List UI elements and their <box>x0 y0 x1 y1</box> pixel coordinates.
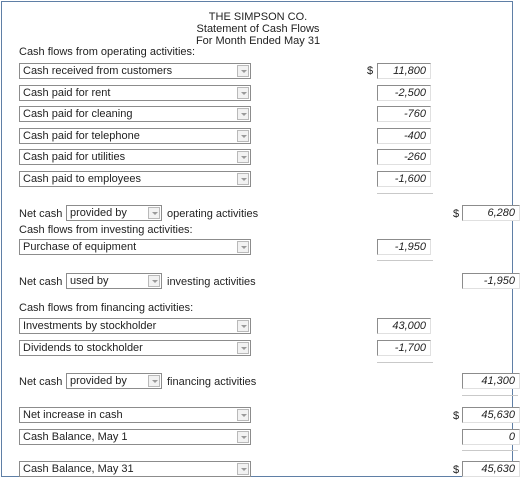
financing-amount-2[interactable]: -1,700 <box>377 340 431 356</box>
chevron-down-icon[interactable] <box>237 241 249 253</box>
financing-amount-1[interactable]: 43,000 <box>377 318 431 334</box>
total-rule <box>462 395 518 396</box>
ending-balance-label: Cash Balance, May 31 <box>23 463 134 475</box>
investing-net-total[interactable]: -1,950 <box>462 273 520 289</box>
financing-line-label-1: Investments by stockholder <box>23 320 157 332</box>
chevron-down-icon[interactable] <box>237 151 249 163</box>
dollar-sign: $ <box>367 65 374 77</box>
operating-net-select[interactable] <box>66 205 162 221</box>
dollar-sign: $ <box>453 208 460 220</box>
chevron-down-icon[interactable] <box>237 130 249 142</box>
cash-flow-worksheet <box>1 1 513 477</box>
operating-amount-3[interactable]: -760 <box>377 106 431 122</box>
operating-heading: Cash flows from operating activities: <box>19 46 196 58</box>
financing-net-select-value: provided by <box>70 375 127 387</box>
investing-line-label-1: Purchase of equipment <box>23 241 137 253</box>
subtotal-rule <box>377 260 433 261</box>
operating-line-label-6: Cash paid to employees <box>23 173 142 185</box>
financing-net-total[interactable]: 41,300 <box>462 373 520 389</box>
operating-amount-1[interactable]: 11,800 <box>377 63 431 79</box>
subtotal-rule <box>377 193 433 194</box>
operating-amount-2[interactable]: -2,500 <box>377 85 431 101</box>
dollar-sign: $ <box>453 464 460 476</box>
operating-amount-6[interactable]: -1,600 <box>377 171 431 187</box>
operating-line-label-5: Cash paid for utilities <box>23 151 126 163</box>
chevron-down-icon[interactable] <box>237 342 249 354</box>
chevron-down-icon[interactable] <box>237 108 249 120</box>
total-rule <box>462 450 518 451</box>
investing-line-select-1[interactable] <box>19 239 251 255</box>
operating-line-label-2: Cash paid for rent <box>23 87 111 99</box>
net-cash-label: Net cash <box>19 376 63 388</box>
chevron-down-icon[interactable] <box>237 173 249 185</box>
financing-line-select-2[interactable] <box>19 340 251 356</box>
operating-net-total[interactable]: 6,280 <box>462 205 520 221</box>
chevron-down-icon[interactable] <box>148 375 160 387</box>
statement-title: Statement of Cash Flows <box>196 23 320 35</box>
ending-balance-total[interactable]: 45,630 <box>462 461 520 477</box>
net-cash-label: Net cash <box>19 208 63 220</box>
chevron-down-icon[interactable] <box>237 409 249 421</box>
chevron-down-icon[interactable] <box>237 431 249 443</box>
chevron-down-icon[interactable] <box>148 207 160 219</box>
investing-net-select-value: used by <box>70 275 109 287</box>
operating-line-label-1: Cash received from customers <box>23 65 173 77</box>
net-cash-label: Net cash <box>19 276 63 288</box>
operating-line-select-4[interactable] <box>19 128 251 144</box>
chevron-down-icon[interactable] <box>148 275 160 287</box>
operating-line-label-3: Cash paid for cleaning <box>23 108 133 120</box>
investing-amount-1[interactable]: -1,950 <box>377 239 431 255</box>
investing-heading: Cash flows from investing activities: <box>19 224 193 236</box>
operating-line-select-2[interactable] <box>19 85 251 101</box>
financing-heading: Cash flows from financing activities: <box>19 302 194 314</box>
operating-activities-label: operating activities <box>167 208 259 220</box>
investing-net-select[interactable] <box>66 273 162 289</box>
beginning-balance-label: Cash Balance, May 1 <box>23 431 128 443</box>
net-increase-total[interactable]: 45,630 <box>462 407 520 423</box>
operating-net-select-value: provided by <box>70 207 127 219</box>
financing-line-select-1[interactable] <box>19 318 251 334</box>
operating-amount-5[interactable]: -260 <box>377 149 431 165</box>
beginning-balance-select[interactable] <box>19 429 251 445</box>
net-increase-label: Net increase in cash <box>23 409 123 421</box>
chevron-down-icon[interactable] <box>237 65 249 77</box>
financing-net-select[interactable] <box>66 373 162 389</box>
operating-line-select-5[interactable] <box>19 149 251 165</box>
operating-line-select-6[interactable] <box>19 171 251 187</box>
operating-line-label-4: Cash paid for telephone <box>23 130 140 142</box>
chevron-down-icon[interactable] <box>237 320 249 332</box>
subtotal-rule <box>377 362 433 363</box>
dollar-sign: $ <box>453 410 460 422</box>
operating-line-select-3[interactable] <box>19 106 251 122</box>
chevron-down-icon[interactable] <box>237 463 249 475</box>
statement-period: For Month Ended May 31 <box>195 35 321 47</box>
company-name: THE SIMPSON CO. <box>208 11 308 23</box>
ending-balance-select[interactable] <box>19 461 251 477</box>
chevron-down-icon[interactable] <box>237 87 249 99</box>
net-increase-select[interactable] <box>19 407 251 423</box>
financing-activities-label: financing activities <box>167 376 257 388</box>
financing-line-label-2: Dividends to stockholder <box>23 342 143 354</box>
investing-activities-label: investing activities <box>167 276 256 288</box>
operating-line-select-1[interactable] <box>19 63 251 79</box>
operating-amount-4[interactable]: -400 <box>377 128 431 144</box>
beginning-balance-total[interactable]: 0 <box>462 429 520 445</box>
